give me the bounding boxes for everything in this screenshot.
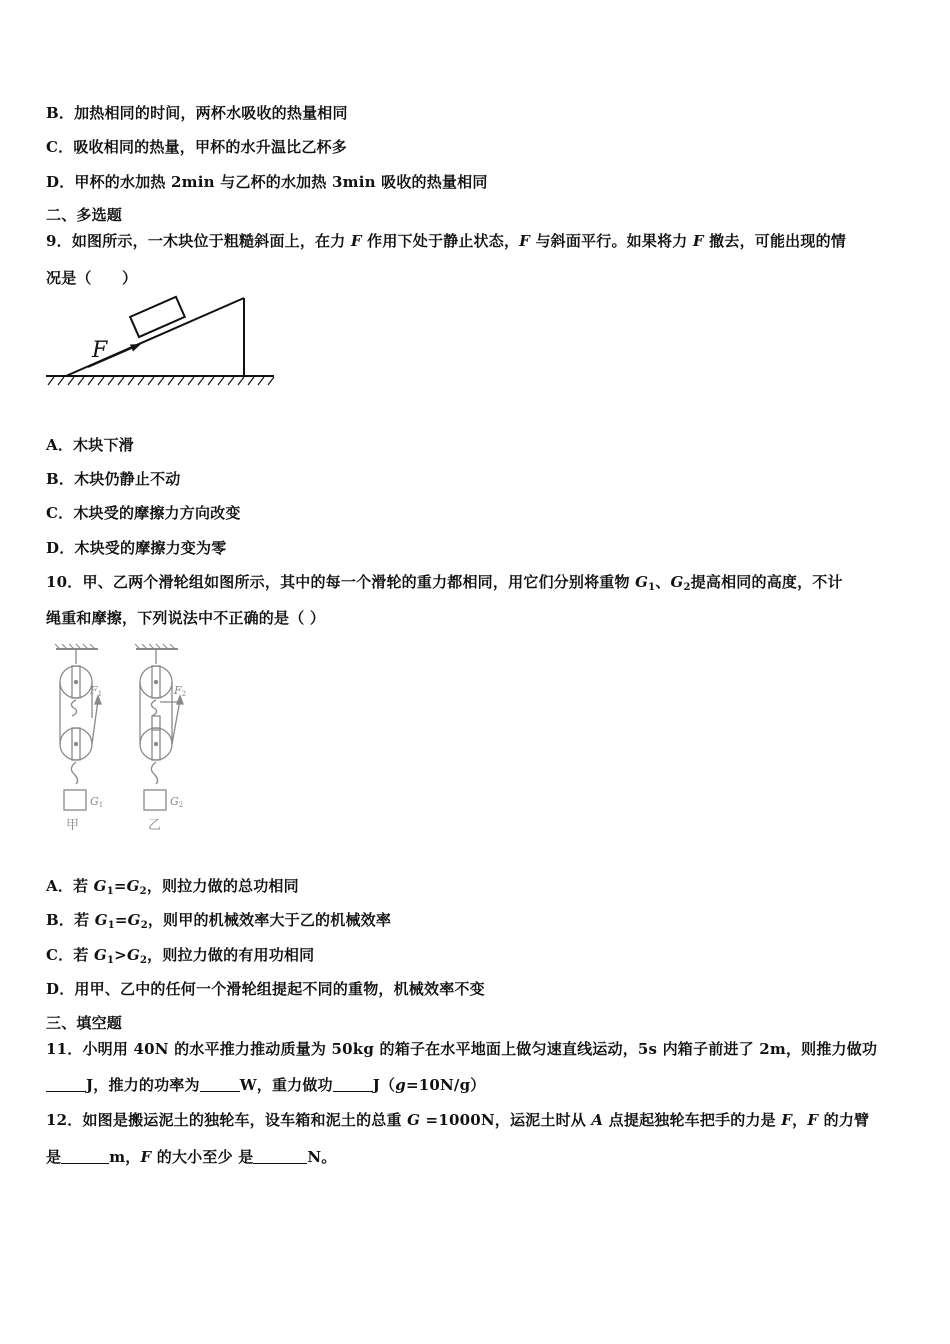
q12-text: =1000N，运泥土时从 (420, 1111, 592, 1129)
q12-text: m， (109, 1148, 141, 1166)
q8-option-d: D．甲杯的水加热 2min 与乙杯的水加热 3min 吸收的热量相同 (46, 173, 488, 191)
q9-text-c: 与斜面平行。如果将力 (530, 232, 693, 250)
q12-text: 的大小至少 是 (151, 1148, 254, 1166)
q12-text: 12．如图是搬运泥土的独轮车，设车箱和泥土的总重 (46, 1111, 408, 1129)
q9-option-d: D．木块受的摩擦力变为零 (46, 539, 227, 557)
q10-sub: 1 (648, 582, 656, 593)
weight-g1 (64, 790, 86, 810)
q11-text: W，重力做功 (239, 1076, 333, 1094)
q12-text: 是 (46, 1148, 62, 1166)
force-arrow-head (130, 344, 141, 352)
var-g: G (127, 911, 141, 929)
blank-lever-arm[interactable] (61, 1149, 109, 1164)
q10-sub: 2 (683, 582, 691, 593)
q10-var-g: G (635, 573, 649, 591)
opt-text: ，则甲的机械效率大于乙的机械效率 (147, 911, 392, 929)
q11-stem-line2 (46, 1074, 485, 1095)
hook-left-bottom (71, 762, 77, 784)
var-g-lower: g (395, 1076, 406, 1094)
label-g2: G2 (170, 795, 184, 809)
opt-text: ，则拉力做的总功相同 (146, 877, 299, 895)
blank-power[interactable] (200, 1077, 240, 1092)
q9-text-d: 撤去，可能出现的情 (703, 232, 846, 250)
q10-option-c (46, 944, 314, 966)
var-g: G (93, 946, 107, 964)
var-f: F (140, 1148, 152, 1166)
q11-text: J，推力的功率为 (86, 1076, 200, 1094)
label-f2: F2 (174, 684, 187, 698)
pulley-figure (40, 642, 200, 837)
q11-text: J（ (372, 1076, 396, 1094)
q12-stem-line2 (46, 1146, 337, 1167)
q12-text: 的力臂 (818, 1111, 870, 1129)
blank-min-force[interactable] (253, 1149, 307, 1164)
incline-figure (44, 295, 280, 411)
q12-text: 点提起独轮车把手的力是 (603, 1111, 782, 1129)
op: = (113, 877, 127, 895)
q9-text-b: 作用下处于静止状态， (361, 232, 520, 250)
var-g: G (407, 1111, 421, 1129)
q9-var-f: F (350, 232, 362, 250)
var-a: A (591, 1111, 604, 1129)
q10-option-d: D．用甲、乙中的任何一个滑轮组提起不同的重物，机械效率不变 (46, 980, 485, 998)
sub: 2 (139, 886, 147, 897)
q9-var-f: F (692, 232, 704, 250)
ground-hatching (48, 377, 274, 385)
q10-var-g: G (670, 573, 684, 591)
q9-option-b: B．木块仍静止不动 (46, 470, 181, 488)
q11-text: =10N/g） (405, 1076, 486, 1094)
q8-option-b: B．加热相同的时间，两杯水吸收的热量相同 (46, 104, 348, 122)
var-f: F (781, 1111, 793, 1129)
q10-text-b: 提高相同的高度，不计 (690, 573, 843, 591)
sub: 1 (107, 920, 115, 931)
var-g: G (93, 877, 107, 895)
q9-var-f: F (519, 232, 531, 250)
var-g: G (126, 946, 140, 964)
force-label: F (92, 338, 108, 363)
q11-stem-line1: 11．小明用 40N 的水平推力推动质量为 50kg 的箱子在水平地面上做匀速直线运动，5s 内箱子前进了 2m，则推力做功 (46, 1040, 878, 1058)
q9-option-a: A．木块下滑 (46, 436, 134, 454)
q9-option-c: C．木块受的摩擦力方向改变 (46, 504, 241, 522)
q8-option-c: C．吸收相同的热量，甲杯的水升温比乙杯多 (46, 138, 347, 156)
q12-stem-line1 (46, 1109, 869, 1130)
op: > (114, 946, 127, 964)
q12-text: ， (792, 1111, 808, 1129)
q9-stem-line1 (46, 230, 846, 251)
opt-text: A．若 (46, 877, 94, 895)
q10-option-a (46, 875, 299, 897)
sub: 2 (139, 955, 148, 966)
hook-right-bottom (151, 762, 157, 784)
sub: 1 (106, 955, 115, 966)
label-yi: 乙 (148, 818, 162, 833)
section-multiple-choice-title: 二、多选题 (46, 206, 123, 224)
blank-gravity-work[interactable] (333, 1077, 373, 1092)
q10-stem-line2: 绳重和摩擦，下列说法中不正确的是（ ） (46, 609, 326, 627)
label-f1: F1 (90, 684, 103, 698)
hook-right-top (151, 700, 156, 716)
op: = (114, 911, 128, 929)
label-g1: G1 (90, 795, 104, 809)
sub: 1 (106, 886, 114, 897)
wooden-block (130, 297, 185, 337)
label-jia: 甲 (66, 818, 80, 833)
q10-sep: 、 (655, 573, 671, 591)
var-f: F (807, 1111, 819, 1129)
blank-work[interactable] (46, 1077, 86, 1092)
section-fill-blank-title: 三、填空题 (46, 1014, 123, 1032)
var-g: G (94, 911, 108, 929)
q10-text-a: 10．甲、乙两个滑轮组如图所示，其中的每一个滑轮的重力都相同，用它们分别将重物 (46, 573, 636, 591)
q9-stem-line2: 况是（ ） (46, 269, 138, 287)
weight-g2 (144, 790, 166, 810)
q12-text: N。 (307, 1148, 337, 1166)
sub: 2 (140, 920, 148, 931)
opt-text: C．若 (46, 946, 94, 964)
opt-text: ，则拉力做的有用功相同 (147, 946, 315, 964)
q10-stem-line1 (46, 571, 843, 593)
q9-text-a: 9．如图所示，一木块位于粗糙斜面上，在力 (46, 232, 351, 250)
q10-option-b (46, 909, 391, 931)
opt-text: B．若 (46, 911, 95, 929)
hook-left-top (71, 700, 76, 716)
var-g: G (126, 877, 140, 895)
